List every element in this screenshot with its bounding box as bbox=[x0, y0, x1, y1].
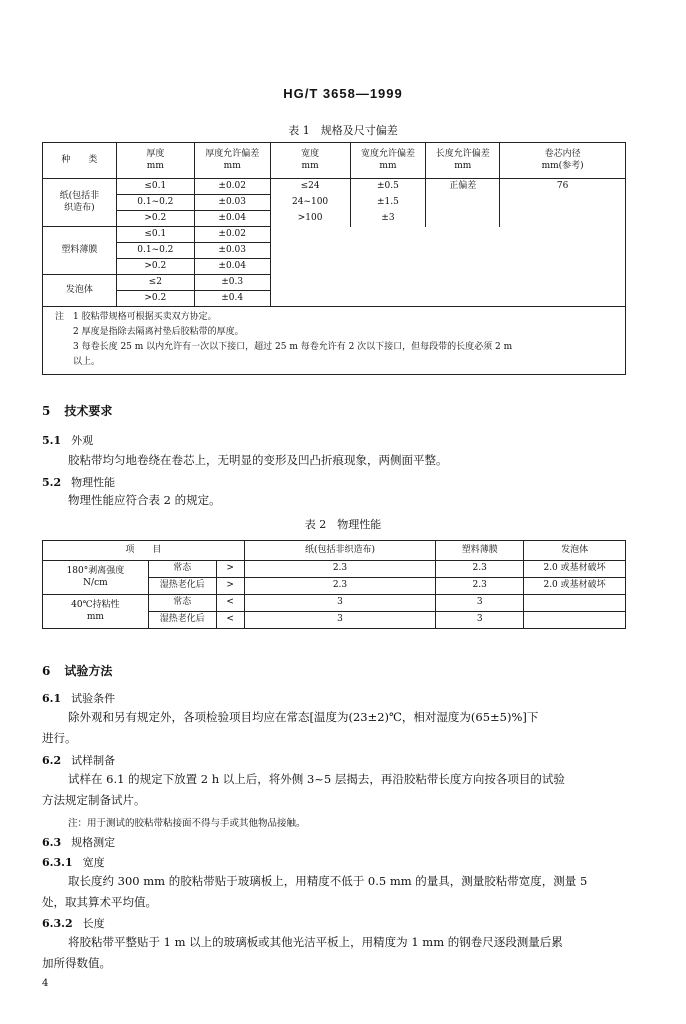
t1-length-tol: 正偏差 bbox=[426, 179, 500, 227]
t1-cell: ±0.02 bbox=[194, 227, 270, 243]
t2-cell bbox=[524, 595, 626, 612]
t1-width: 24~100 bbox=[270, 195, 350, 211]
t1-note: 以上。 bbox=[73, 357, 101, 367]
t1-note: 2 厚度是指除去隔离衬垫后胶粘带的厚度。 bbox=[73, 327, 244, 337]
t1-notes bbox=[43, 307, 626, 375]
t1-notes-row bbox=[43, 307, 626, 375]
t1-cell: 0.1~0.2 bbox=[116, 195, 194, 211]
section-5-2-heading: 5.2 物理性能 bbox=[42, 476, 116, 489]
section-6-heading: 6 试验方法 bbox=[42, 664, 113, 678]
t1-width-tol: ±3 bbox=[350, 211, 426, 227]
t1-cell: ≤0.1 bbox=[116, 179, 194, 195]
t1-cell: >0.2 bbox=[116, 291, 194, 307]
t2-group-peel: 180°剥离强度 N/cm bbox=[43, 561, 149, 595]
t1-group-paper: 纸(包括非 织造布) bbox=[43, 179, 117, 227]
t2-cond: 湿热老化后 bbox=[148, 612, 216, 629]
t1-group-foam: 发泡体 bbox=[43, 275, 117, 307]
t2-op: < bbox=[216, 612, 244, 629]
t1-cell: ≤0.1 bbox=[116, 227, 194, 243]
table-row bbox=[43, 227, 626, 243]
section-6-1-heading: 6.1 试验条件 bbox=[42, 692, 116, 705]
t2-group-hold: 40℃持粘性 mm bbox=[43, 595, 149, 629]
t2-cell: 3 bbox=[436, 595, 524, 612]
t1-cell: ≤2 bbox=[116, 275, 194, 291]
t1-cell: >0.2 bbox=[116, 211, 194, 227]
section-6-2-line2: 方法规定制备试片。 bbox=[42, 793, 146, 807]
table1-caption: 表 1 规格及尺寸偏差 bbox=[288, 124, 398, 137]
t2-head-paper: 纸(包括非织造布) bbox=[244, 541, 436, 561]
t2-cell: 2.3 bbox=[244, 578, 436, 595]
section-6-3-1-heading: 6.3.1 宽度 bbox=[42, 856, 105, 869]
section-6-3-1-line1: 取长度约 300 mm 的胶粘带贴于玻璃板上，用精度不低于 0.5 mm 的量具，测量胶粘带宽度，测量 5 bbox=[68, 874, 588, 888]
table2-caption: 表 2 物理性能 bbox=[304, 518, 382, 531]
t1-cell: ±0.02 bbox=[194, 179, 270, 195]
t2-cond: 湿热老化后 bbox=[148, 578, 216, 595]
t2-cell: 3 bbox=[244, 612, 436, 629]
t1-head-type: 种 类 bbox=[43, 143, 117, 179]
t1-cell: 0.1~0.2 bbox=[116, 243, 194, 259]
t1-empty-block bbox=[270, 227, 625, 307]
t2-op: > bbox=[216, 561, 244, 578]
t2-head-item: 项 目 bbox=[43, 541, 245, 561]
t1-cell: ±0.04 bbox=[194, 259, 270, 275]
t1-width-tol: ±1.5 bbox=[350, 195, 426, 211]
t2-cell: 2.0 或基材破坏 bbox=[524, 578, 626, 595]
t1-cell: ±0.3 bbox=[194, 275, 270, 291]
t2-head-foam: 发泡体 bbox=[524, 541, 626, 561]
t1-head-length-tol: 长度允许偏差 mm bbox=[426, 143, 500, 179]
t2-cell bbox=[524, 612, 626, 629]
t2-cell: 2.3 bbox=[436, 561, 524, 578]
section-6-1-line1: 除外观和另有规定外，各项检验项目均应在常态[温度为(23±2)℃，相对湿度为(65±5)%]下 bbox=[68, 710, 539, 724]
t1-note-label: 注 bbox=[55, 312, 65, 322]
t1-note: 1 胶粘带规格可根据买卖双方协定。 bbox=[73, 312, 217, 322]
t1-cell: >0.2 bbox=[116, 259, 194, 275]
t1-head-width: 宽度 mm bbox=[270, 143, 350, 179]
t2-cell: 2.0 或基材破坏 bbox=[524, 561, 626, 578]
t1-cell: ±0.04 bbox=[194, 211, 270, 227]
section-6-2-heading: 6.2 试样制备 bbox=[42, 754, 116, 767]
section-6-3-heading: 6.3 规格测定 bbox=[42, 836, 116, 849]
t2-head-film: 塑料薄膜 bbox=[436, 541, 524, 561]
section-6-1-line2: 进行。 bbox=[42, 731, 77, 745]
t2-cell: 2.3 bbox=[436, 578, 524, 595]
t1-head-width-tol: 宽度允许偏差 mm bbox=[350, 143, 426, 179]
t1-width: >100 bbox=[270, 211, 350, 227]
t1-cell: ±0.4 bbox=[194, 291, 270, 307]
table2 bbox=[42, 540, 626, 629]
t1-core: 76 bbox=[500, 179, 626, 227]
section-6-3-2-line1: 将胶粘带平整贴于 1 m 以上的玻璃板或其他光洁平板上，用精度为 1 mm 的钢卷尺逐段测量后累 bbox=[68, 935, 563, 949]
t2-cell: 2.3 bbox=[244, 561, 436, 578]
t1-note: 3 每卷长度 25 m 以内允许有一次以下接口，超过 25 m 每卷允许有 2 次以下接口，但每段带的长度必须 2 m bbox=[73, 342, 513, 352]
section-5-heading: 5 技术要求 bbox=[42, 404, 113, 418]
table2-header-row bbox=[43, 541, 626, 561]
t1-head-thickness-tol: 厚度允许偏差 mm bbox=[194, 143, 270, 179]
t2-op: > bbox=[216, 578, 244, 595]
section-6-3-2-line2: 加所得数值。 bbox=[42, 956, 111, 970]
table1 bbox=[42, 142, 626, 375]
table-row bbox=[43, 561, 626, 578]
t1-head-thickness: 厚度 mm bbox=[116, 143, 194, 179]
t1-head-core: 卷芯内径 mm(参考) bbox=[500, 143, 626, 179]
t2-cond: 常态 bbox=[148, 561, 216, 578]
section-6-2-note: 注：用于测试的胶粘带粘接面不得与手或其他物品接触。 bbox=[68, 818, 306, 829]
table-row bbox=[43, 595, 626, 612]
table-row bbox=[43, 179, 626, 195]
section-5-2-text: 物理性能应符合表 2 的规定。 bbox=[68, 493, 221, 507]
t1-cell: ±0.03 bbox=[194, 243, 270, 259]
section-5-1-text: 胶粘带均匀地卷绕在卷芯上，无明显的变形及凹凸折痕现象，两侧面平整。 bbox=[68, 453, 448, 467]
standard-header: HG/T 3658—1999 bbox=[283, 86, 403, 101]
t1-cell: ±0.03 bbox=[194, 195, 270, 211]
t2-cell: 3 bbox=[436, 612, 524, 629]
page-number: 4 bbox=[42, 978, 49, 989]
section-6-3-2-heading: 6.3.2 长度 bbox=[42, 917, 105, 930]
t2-op: < bbox=[216, 595, 244, 612]
t2-cond: 常态 bbox=[148, 595, 216, 612]
table1-header-row bbox=[43, 143, 626, 179]
section-6-3-1-line2: 处，取其算术平均值。 bbox=[42, 895, 157, 909]
section-6-2-line1: 试样在 6.1 的规定下放置 2 h 以上后，将外侧 3~5 层揭去，再沿胶粘带长度方向按各项目的试验 bbox=[68, 772, 565, 786]
t2-cell: 3 bbox=[244, 595, 436, 612]
t1-width-tol: ±0.5 bbox=[350, 179, 426, 195]
t1-group-film: 塑料薄膜 bbox=[43, 227, 117, 275]
t1-width: ≤24 bbox=[270, 179, 350, 195]
section-5-1-heading: 5.1 外观 bbox=[42, 434, 94, 447]
